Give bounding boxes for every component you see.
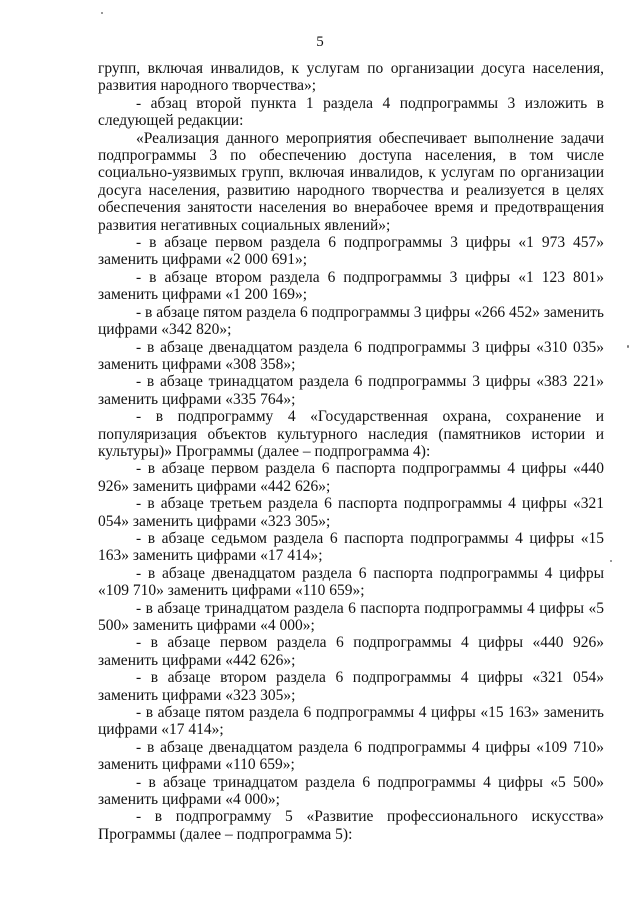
paragraph: - в абзаце седьмом раздела 6 паспорта подпрограммы 4 цифры «15 163» заменить цифрами «17 414»; [98, 529, 604, 565]
paragraph: - в абзаце тринадцатом раздела 6 паспорта подпрограммы 4 цифры «5 500» заменить цифрами «4 000»; [98, 599, 604, 634]
paragraph: - в абзаце втором раздела 6 подпрограммы 3 цифры «1 123 801» заменить цифрами «1 200 169»; [98, 268, 604, 304]
paragraph: - в абзаце пятом раздела 6 подпрограммы 3 цифры «266 452» заменить цифрами «342 820»; [98, 303, 604, 339]
paragraph: - в абзаце первом раздела 6 подпрограммы 3 цифры «1 973 457» заменить цифрами «2 000 691»; [98, 234, 604, 269]
paragraph: - в абзаце первом раздела 6 подпрограммы 4 цифры «440 926» заменить цифрами «442 626»; [98, 634, 604, 669]
paragraph: «Реализация данного мероприятия обеспечивает выполнение задачи подпрограммы 3 по обеспечению доступа населения, в том числе социально-уязвимых групп, включая инвалидов, к услугам по организации досуга населения, развитию народного творчества и реализуется в целях обеспечения занятости населения во внерабочее время и предотвращения развития негативных социальных явлений»; [98, 129, 604, 234]
paragraph: - в абзаце двенадцатом раздела 6 подпрограммы 4 цифры «109 710» заменить цифрами «110 659»; [98, 738, 604, 774]
page-number: 5 [316, 34, 324, 50]
paragraph: - в подпрограмму 5 «Развитие профессионального искусства» Программы (далее – подпрограмма 5): [98, 808, 604, 843]
paragraph: - в абзаце первом раздела 6 паспорта подпрограммы 4 цифры «440 926» заменить цифрами «442 626»; [98, 460, 604, 495]
paragraph: - в абзаце двенадцатом раздела 6 подпрограммы 3 цифры «310 035» заменить цифрами «308 358»; [98, 338, 604, 373]
paragraph: - в абзаце тринадцатом раздела 6 подпрограммы 4 цифры «5 500» заменить цифрами «4 000»; [98, 773, 604, 809]
paragraph: - в абзаце двенадцатом раздела 6 паспорта подпрограммы 4 цифры «109 710» заменить цифрами «110 659»; [98, 564, 604, 600]
paragraph: - в абзаце третьем раздела 6 паспорта подпрограммы 4 цифры «321 054» заменить цифрами «323 305»; [98, 495, 604, 530]
paragraph: - абзац второй пункта 1 раздела 4 подпрограммы 3 изложить в следующей редакции: [98, 94, 604, 130]
paragraph: - в подпрограмму 4 «Государственная охрана, сохранение и популяризация объектов культурного наследия (памятников истории и культуры)» Программы (далее – подпрограмма 4): [98, 408, 604, 460]
document-body [98, 60, 604, 843]
scan-speck [610, 560, 612, 562]
paragraph: - в абзаце тринадцатом раздела 6 подпрограммы 3 цифры «383 221» заменить цифрами «335 764»; [98, 373, 604, 408]
paragraph: - в абзаце пятом раздела 6 подпрограммы 4 цифры «15 163» заменить цифрами «17 414»; [98, 704, 604, 739]
scan-speck [627, 345, 629, 348]
paragraph: групп, включая инвалидов, к услугам по организации досуга населения, развития народного творчества»; [98, 60, 604, 95]
scan-speck [101, 12, 103, 14]
paragraph: - в абзаце втором раздела 6 подпрограммы 4 цифры «321 054» заменить цифрами «323 305»; [98, 669, 604, 704]
